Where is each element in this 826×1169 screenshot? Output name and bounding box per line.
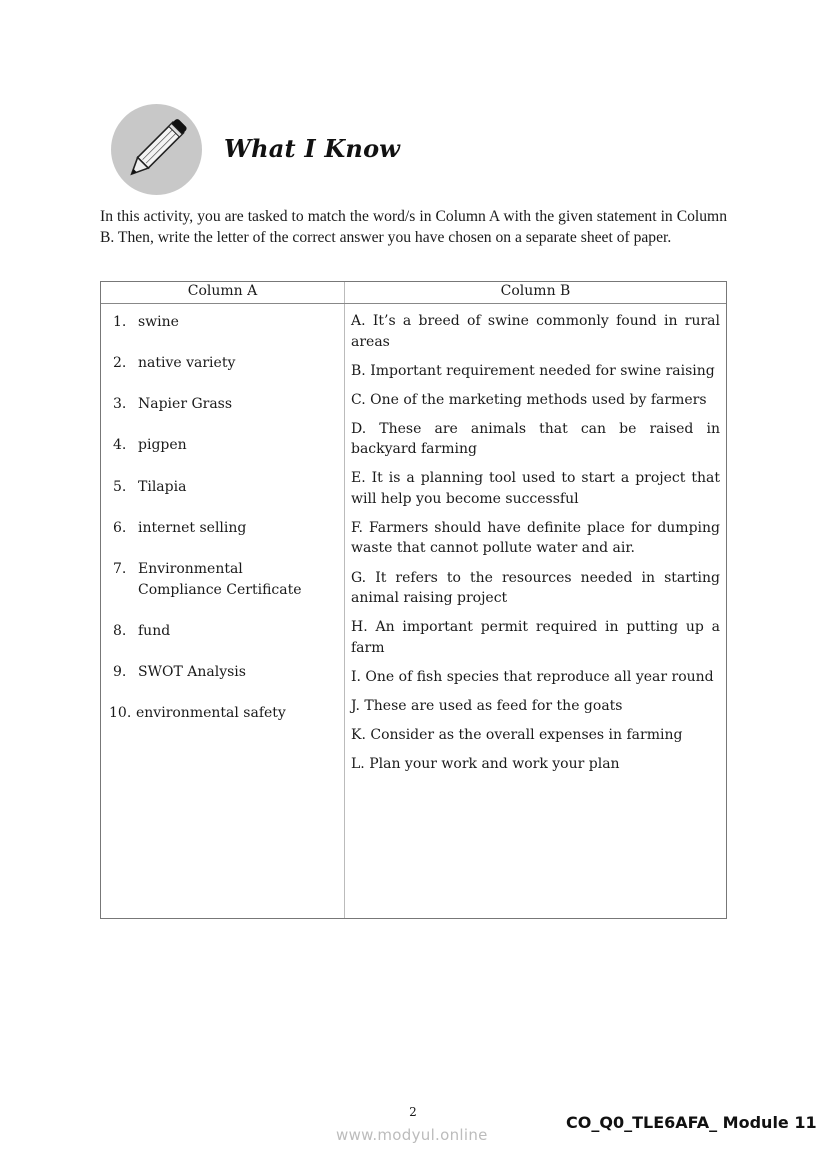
item-number: 8. [113,623,127,639]
table-header-row [101,282,726,304]
item-text: fund [138,623,171,639]
item-text: internet selling [138,520,247,536]
item-number: 3. [113,396,127,412]
instructions-paragraph: In this activity, you are tasked to match the word/s in Column A with the given statement in Column B. Then, write the letter of the correct answer you have chosen on a separate sheet of paper. [100,208,727,246]
item-text: pigpen [138,437,187,453]
item-text: Tilapia [138,479,187,495]
column-a-item [113,353,343,374]
column-b-item: D. These are animals that can be raised in backyard farming [351,420,720,458]
item-number: 4. [113,437,127,453]
item-number: 10. [109,705,132,721]
module-code: CO_Q0_TLE6AFA_ Module 11 [566,1113,817,1132]
item-text: Environmental Compliance Certificate [138,561,302,598]
column-a-item [113,477,343,498]
column-divider [344,282,345,918]
column-b-item: K. Consider as the overall expenses in farming [351,726,683,743]
column-a-item [113,518,343,539]
column-b-item: H. An important permit required in putting up a farm [351,619,720,656]
item-text: SWOT Analysis [138,664,246,680]
item-number: 5. [113,479,127,495]
matching-table [100,281,727,919]
item-number: 2. [113,355,127,371]
item-number: 6. [113,520,127,536]
column-a-item [113,312,343,333]
column-b-item: F. Farmers should have definite place for dumping waste that cannot pollute water and air. [351,519,720,557]
column-a-item [113,394,343,415]
column-a-item [113,662,343,683]
item-number: 1. [113,314,127,330]
watermark: www.modyul.online [336,1126,488,1144]
item-text: swine [138,314,179,330]
item-text: native variety [138,355,236,371]
column-b-item: G. It refers to the resources needed in starting animal raising project [351,569,720,607]
column-a-item [109,703,343,724]
column-b-header: Column B [500,283,571,299]
pencil-icon [111,104,202,195]
page-number: 2 [409,1105,417,1119]
column-b-item: E. It is a planning tool used to start a project that will help you become successful [351,470,720,507]
column-b-item: I. One of fish species that reproduce all year round [351,668,714,685]
column-b-item: J. These are used as feed for the goats [351,697,623,714]
item-number: 7. [113,561,127,577]
item-number: 9. [113,664,127,680]
section-title: What I Know [224,134,401,163]
item-text: Napier Grass [138,396,233,412]
column-a-item [113,621,343,642]
column-a-item [113,559,313,600]
column-b-item: A. It’s a breed of swine commonly found in rural areas [351,313,720,350]
item-text: environmental safety [136,705,286,721]
column-b-item: C. One of the marketing methods used by farmers [351,391,707,408]
column-b-list [351,311,720,783]
column-a-header: Column A [187,283,258,299]
column-b-item: L. Plan your work and work your plan [351,756,620,773]
column-a-item [113,435,343,456]
column-b-item: B. Important requirement needed for swine raising [351,362,715,379]
